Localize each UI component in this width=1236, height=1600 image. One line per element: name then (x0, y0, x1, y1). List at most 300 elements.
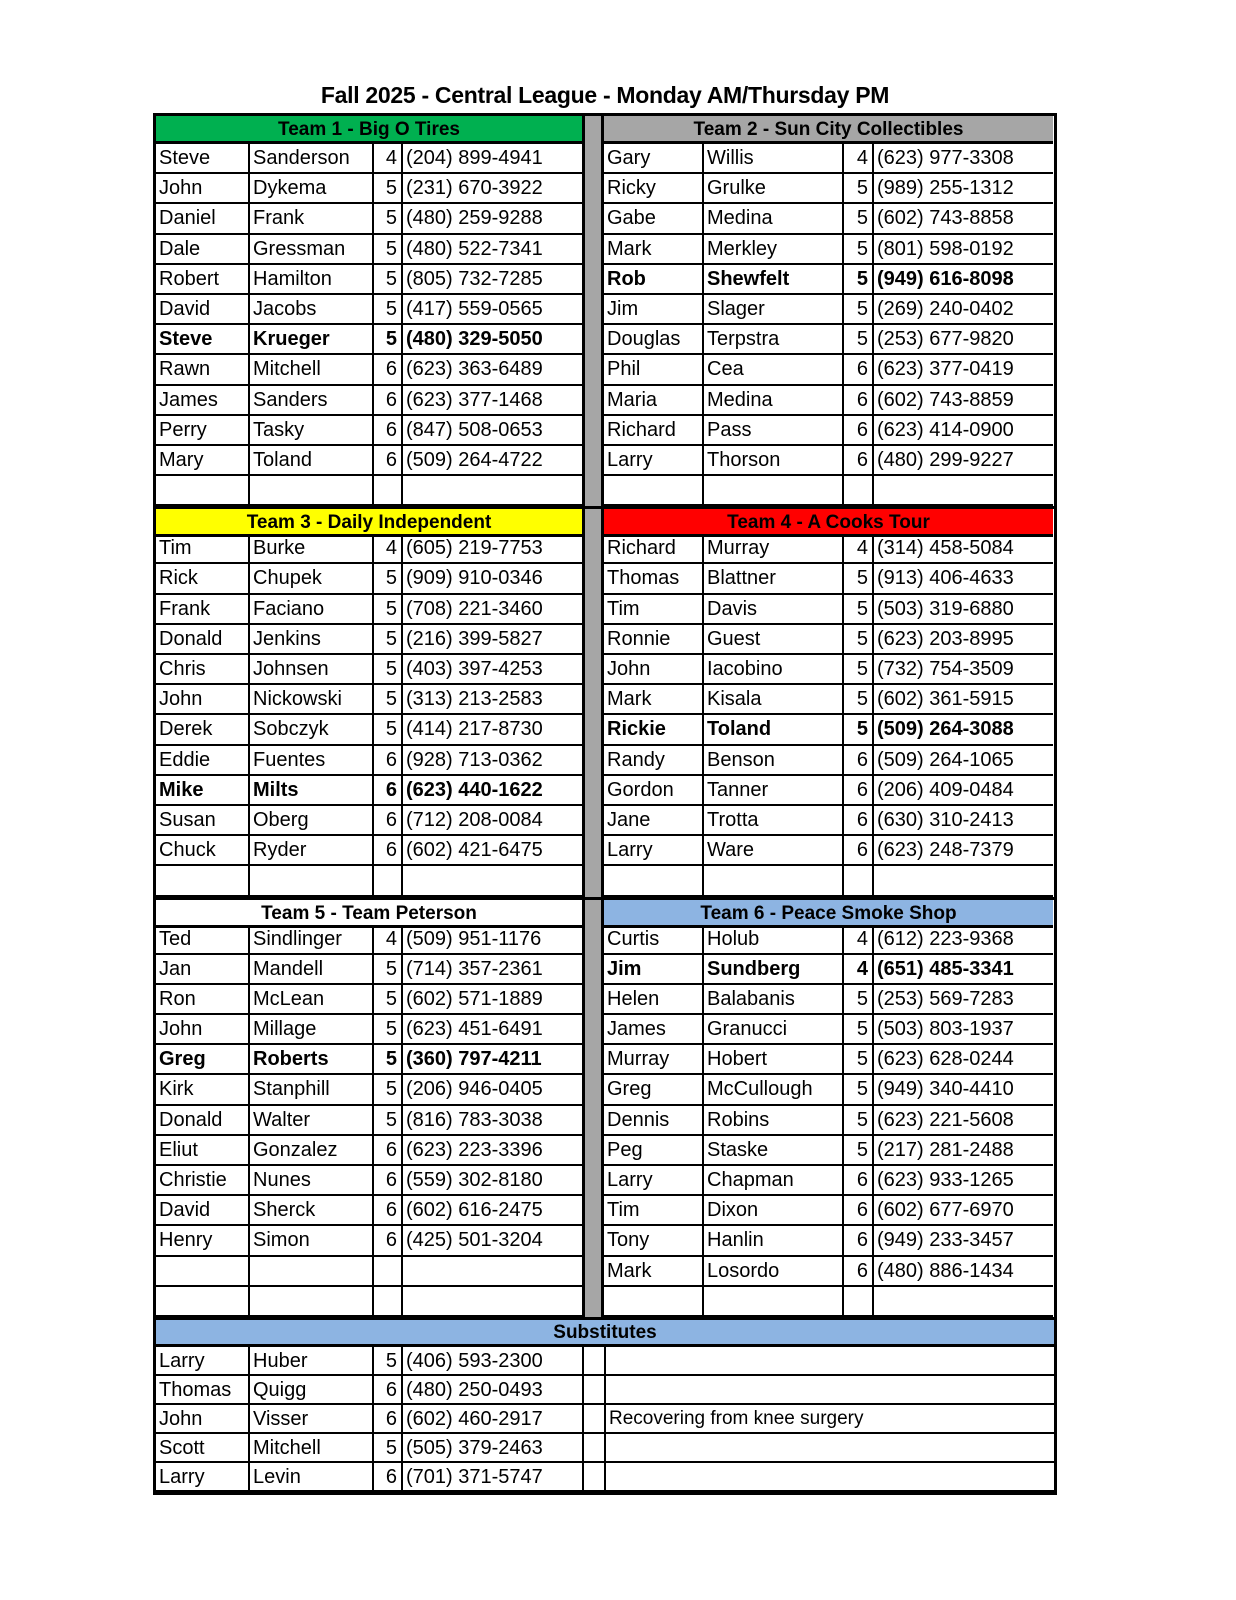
skill-level-cell: 5 (844, 1075, 874, 1105)
skill-level-cell: 5 (844, 985, 874, 1015)
skill-level-cell: 5 (844, 204, 874, 234)
team-header: Team 5 - Team Peterson (156, 900, 582, 928)
team-header: Team 4 - A Cooks Tour (604, 509, 1053, 537)
phone-cell: (602) 677-6970 (874, 1196, 1053, 1226)
last-name-cell: Iacobino (704, 655, 844, 685)
last-name-cell: Dixon (704, 1196, 844, 1226)
skill-level-cell: 6 (374, 355, 403, 385)
column-divider (582, 1106, 604, 1136)
substitute-row (156, 1347, 1054, 1376)
phone-cell: (480) 299-9227 (874, 446, 1053, 476)
last-name-cell: Quigg (250, 1376, 374, 1405)
skill-level-cell: 5 (374, 1347, 403, 1376)
first-name-cell: Chris (156, 655, 250, 685)
player-row (156, 1196, 582, 1226)
skill-level-cell: 5 (844, 564, 874, 594)
last-name-cell: Willis (704, 144, 844, 174)
phone-cell: (949) 233-3457 (874, 1226, 1053, 1256)
skill-level-cell (844, 1287, 874, 1317)
last-name-cell: Granucci (704, 1015, 844, 1045)
column-divider (582, 1226, 604, 1256)
skill-level-cell (374, 1257, 403, 1287)
column-divider (582, 265, 604, 295)
phone-cell: (602) 743-8858 (874, 204, 1053, 234)
first-name-cell: John (156, 1015, 250, 1045)
phone-cell: (805) 732-7285 (403, 265, 582, 295)
phone-cell: (913) 406-4633 (874, 564, 1053, 594)
first-name-cell (156, 1257, 250, 1287)
first-name-cell: Thomas (156, 1376, 250, 1405)
page-title: Fall 2025 - Central League - Monday AM/Thursday PM (320, 82, 890, 108)
first-name-cell (156, 1287, 250, 1317)
player-row (604, 925, 1053, 955)
skill-level-cell: 5 (844, 655, 874, 685)
first-name-cell: Derek (156, 715, 250, 745)
skill-level-cell: 6 (844, 746, 874, 776)
first-name-cell: Chuck (156, 836, 250, 866)
column-divider (582, 715, 604, 745)
phone-cell: (623) 628-0244 (874, 1045, 1053, 1075)
blank-cell (582, 1347, 606, 1376)
last-name-cell: Roberts (250, 1045, 374, 1075)
last-name-cell: Hamilton (250, 265, 374, 295)
last-name-cell: Medina (704, 386, 844, 416)
player-row (604, 1166, 1053, 1196)
phone-cell: (503) 319-6880 (874, 595, 1053, 625)
column-divider (582, 625, 604, 655)
note-cell (606, 1347, 1054, 1376)
first-name-cell: David (156, 295, 250, 325)
phone-cell: (816) 783-3038 (403, 1106, 582, 1136)
first-name-cell (156, 866, 250, 896)
player-row (604, 1045, 1053, 1075)
blank-cell (582, 1434, 606, 1463)
player-row (604, 1226, 1053, 1256)
player-row (156, 265, 582, 295)
phone-cell: (217) 281-2488 (874, 1136, 1053, 1166)
player-row (156, 595, 582, 625)
skill-level-cell: 5 (844, 1136, 874, 1166)
last-name-cell: McCullough (704, 1075, 844, 1105)
column-divider (582, 1257, 604, 1287)
player-row (156, 746, 582, 776)
phone-cell: (847) 508-0653 (403, 416, 582, 446)
phone-cell: (708) 221-3460 (403, 595, 582, 625)
column-divider (582, 534, 604, 564)
phone-cell: (206) 409-0484 (874, 776, 1053, 806)
phone-cell: (602) 616-2475 (403, 1196, 582, 1226)
column-divider (582, 416, 604, 446)
phone-cell: (605) 219-7753 (403, 534, 582, 564)
column-divider (582, 476, 604, 506)
skill-level-cell: 5 (374, 204, 403, 234)
last-name-cell: Sindlinger (250, 925, 374, 955)
first-name-cell: Tony (604, 1226, 704, 1256)
phone-cell: (623) 203-8995 (874, 625, 1053, 655)
skill-level-cell: 6 (844, 1196, 874, 1226)
last-name-cell: Merkley (704, 235, 844, 265)
player-row (604, 1106, 1053, 1136)
phone-cell: (480) 250-0493 (403, 1376, 582, 1405)
column-divider (582, 295, 604, 325)
last-name-cell: Robins (704, 1106, 844, 1136)
last-name-cell: Sundberg (704, 955, 844, 985)
last-name-cell: Holub (704, 925, 844, 955)
phone-cell: (623) 440-1622 (403, 776, 582, 806)
phone-cell: (425) 501-3204 (403, 1226, 582, 1256)
skill-level-cell: 6 (374, 776, 403, 806)
team-header: Team 3 - Daily Independent (156, 509, 582, 537)
phone-cell: (269) 240-0402 (874, 295, 1053, 325)
player-row (604, 386, 1053, 416)
phone-cell: (417) 559-0565 (403, 295, 582, 325)
player-row (156, 625, 582, 655)
column-divider (582, 204, 604, 234)
first-name-cell: John (156, 685, 250, 715)
player-row (604, 836, 1053, 866)
first-name-cell: Steve (156, 144, 250, 174)
phone-cell: (612) 223-9368 (874, 925, 1053, 955)
column-divider (582, 509, 604, 534)
note-cell: Recovering from knee surgery (606, 1405, 1054, 1434)
phone-cell: (623) 933-1265 (874, 1166, 1053, 1196)
last-name-cell: Hanlin (704, 1226, 844, 1256)
skill-level-cell: 6 (844, 1257, 874, 1287)
player-row (604, 446, 1053, 476)
skill-level-cell: 6 (844, 1166, 874, 1196)
player-row (156, 1287, 582, 1317)
skill-level-cell (374, 1287, 403, 1317)
player-row (156, 295, 582, 325)
last-name-cell: Toland (250, 446, 374, 476)
column-divider (582, 144, 604, 174)
first-name-cell: Larry (604, 1166, 704, 1196)
phone-cell: (928) 713-0362 (403, 746, 582, 776)
player-row (604, 144, 1053, 174)
skill-level-cell: 5 (844, 235, 874, 265)
skill-level-cell: 4 (374, 144, 403, 174)
phone-cell: (630) 310-2413 (874, 806, 1053, 836)
player-row (604, 685, 1053, 715)
first-name-cell: Dale (156, 235, 250, 265)
last-name-cell: Mitchell (250, 355, 374, 385)
skill-level-cell: 6 (374, 1196, 403, 1226)
column-divider (582, 836, 604, 866)
first-name-cell: Maria (604, 386, 704, 416)
column-divider (582, 866, 604, 896)
column-divider (582, 806, 604, 836)
last-name-cell: Sanderson (250, 144, 374, 174)
last-name-cell: Tasky (250, 416, 374, 446)
first-name-cell: Jim (604, 955, 704, 985)
first-name-cell: Larry (604, 836, 704, 866)
skill-level-cell: 6 (844, 446, 874, 476)
phone-cell: (480) 329-5050 (403, 325, 582, 355)
column-divider (582, 1196, 604, 1226)
phone-cell: (712) 208-0084 (403, 806, 582, 836)
substitute-row (156, 1463, 1054, 1492)
first-name-cell: Thomas (604, 564, 704, 594)
column-divider (582, 1136, 604, 1166)
skill-level-cell: 5 (374, 325, 403, 355)
last-name-cell: Ware (704, 836, 844, 866)
substitutes-header: Substitutes (156, 1317, 1054, 1347)
first-name-cell: Mark (604, 235, 704, 265)
last-name-cell: Jacobs (250, 295, 374, 325)
note-cell (606, 1434, 1054, 1463)
note-cell (606, 1463, 1054, 1492)
phone-cell: (732) 754-3509 (874, 655, 1053, 685)
first-name-cell: Rickie (604, 715, 704, 745)
player-row (604, 534, 1053, 564)
player-row (156, 776, 582, 806)
phone-cell: (623) 377-1468 (403, 386, 582, 416)
column-divider (582, 595, 604, 625)
first-name-cell: Phil (604, 355, 704, 385)
first-name-cell: Jane (604, 806, 704, 836)
first-name-cell: John (156, 1405, 250, 1434)
skill-level-cell: 5 (844, 625, 874, 655)
column-divider (582, 1166, 604, 1196)
skill-level-cell: 6 (844, 776, 874, 806)
phone-cell (874, 476, 1053, 506)
last-name-cell: Terpstra (704, 325, 844, 355)
last-name-cell: Tanner (704, 776, 844, 806)
skill-level-cell: 5 (844, 685, 874, 715)
player-row (604, 235, 1053, 265)
last-name-cell: Oberg (250, 806, 374, 836)
skill-level-cell: 5 (374, 685, 403, 715)
player-row (156, 715, 582, 745)
column-divider (582, 955, 604, 985)
last-name-cell: Gonzalez (250, 1136, 374, 1166)
skill-level-cell: 4 (374, 925, 403, 955)
skill-level-cell (844, 476, 874, 506)
phone-cell: (623) 414-0900 (874, 416, 1053, 446)
skill-level-cell: 5 (844, 595, 874, 625)
skill-level-cell (844, 866, 874, 896)
skill-level-cell: 5 (374, 174, 403, 204)
last-name-cell: Kisala (704, 685, 844, 715)
first-name-cell: Gabe (604, 204, 704, 234)
player-row (156, 446, 582, 476)
phone-cell: (406) 593-2300 (403, 1347, 582, 1376)
skill-level-cell: 5 (374, 295, 403, 325)
first-name-cell: Larry (604, 446, 704, 476)
skill-level-cell: 5 (374, 715, 403, 745)
skill-level-cell: 4 (374, 534, 403, 564)
column-divider (582, 235, 604, 265)
phone-cell: (313) 213-2583 (403, 685, 582, 715)
player-row (604, 564, 1053, 594)
last-name-cell: Fuentes (250, 746, 374, 776)
blank-cell (582, 1405, 606, 1434)
phone-cell: (414) 217-8730 (403, 715, 582, 745)
phone-cell: (623) 451-6491 (403, 1015, 582, 1045)
last-name-cell: Mitchell (250, 1434, 374, 1463)
phone-cell: (602) 460-2917 (403, 1405, 582, 1434)
column-divider (582, 985, 604, 1015)
last-name-cell: Ryder (250, 836, 374, 866)
last-name-cell: Staske (704, 1136, 844, 1166)
last-name-cell: Chupek (250, 564, 374, 594)
first-name-cell: Larry (156, 1347, 250, 1376)
first-name-cell: Gordon (604, 776, 704, 806)
phone-cell (403, 866, 582, 896)
phone-cell: (480) 259-9288 (403, 204, 582, 234)
substitute-row (156, 1434, 1054, 1463)
last-name-cell: Walter (250, 1106, 374, 1136)
skill-level-cell: 6 (844, 416, 874, 446)
last-name-cell: Dykema (250, 174, 374, 204)
phone-cell: (231) 670-3922 (403, 174, 582, 204)
last-name-cell: Stanphill (250, 1075, 374, 1105)
first-name-cell: Eliut (156, 1136, 250, 1166)
column-divider (582, 386, 604, 416)
team-header: Team 6 - Peace Smoke Shop (604, 900, 1053, 928)
skill-level-cell: 6 (374, 416, 403, 446)
player-row (604, 174, 1053, 204)
column-divider (582, 900, 604, 925)
player-row (156, 1015, 582, 1045)
first-name-cell: Frank (156, 595, 250, 625)
skill-level-cell: 5 (374, 265, 403, 295)
phone-cell: (253) 569-7283 (874, 985, 1053, 1015)
first-name-cell: Scott (156, 1434, 250, 1463)
skill-level-cell: 5 (374, 564, 403, 594)
skill-level-cell: 6 (844, 386, 874, 416)
phone-cell (874, 1287, 1053, 1317)
skill-level-cell: 6 (374, 1136, 403, 1166)
player-row (156, 386, 582, 416)
player-row (604, 265, 1053, 295)
last-name-cell: Nunes (250, 1166, 374, 1196)
first-name-cell: Ron (156, 985, 250, 1015)
first-name-cell: Christie (156, 1166, 250, 1196)
skill-level-cell: 5 (844, 1045, 874, 1075)
player-row (156, 144, 582, 174)
column-divider (582, 925, 604, 955)
phone-cell: (623) 223-3396 (403, 1136, 582, 1166)
player-row (604, 1075, 1053, 1105)
skill-level-cell: 5 (374, 1075, 403, 1105)
last-name-cell (704, 476, 844, 506)
column-divider (582, 776, 604, 806)
player-row (156, 866, 582, 896)
column-divider (582, 1045, 604, 1075)
player-row (156, 806, 582, 836)
phone-cell (874, 866, 1053, 896)
first-name-cell: Curtis (604, 925, 704, 955)
skill-level-cell: 6 (844, 1226, 874, 1256)
phone-cell: (216) 399-5827 (403, 625, 582, 655)
last-name-cell: Balabanis (704, 985, 844, 1015)
phone-cell: (206) 946-0405 (403, 1075, 582, 1105)
first-name-cell: Gary (604, 144, 704, 174)
first-name-cell: Donald (156, 1106, 250, 1136)
last-name-cell: Thorson (704, 446, 844, 476)
player-row (156, 1136, 582, 1166)
first-name-cell: Donald (156, 625, 250, 655)
last-name-cell: Toland (704, 715, 844, 745)
player-row (604, 985, 1053, 1015)
phone-cell: (505) 379-2463 (403, 1434, 582, 1463)
first-name-cell: Mark (604, 1257, 704, 1287)
skill-level-cell: 4 (844, 925, 874, 955)
last-name-cell: Gressman (250, 235, 374, 265)
first-name-cell: Tim (604, 595, 704, 625)
phone-cell: (623) 221-5608 (874, 1106, 1053, 1136)
last-name-cell: Blattner (704, 564, 844, 594)
skill-level-cell: 5 (374, 1434, 403, 1463)
last-name-cell: Losordo (704, 1257, 844, 1287)
column-divider (582, 116, 604, 144)
first-name-cell: Ricky (604, 174, 704, 204)
last-name-cell: Sherck (250, 1196, 374, 1226)
column-divider (582, 685, 604, 715)
substitute-row (156, 1376, 1054, 1405)
last-name-cell (704, 1287, 844, 1317)
column-divider (582, 1015, 604, 1045)
last-name-cell: Burke (250, 534, 374, 564)
first-name-cell: Murray (604, 1045, 704, 1075)
column-divider (582, 325, 604, 355)
substitute-row (156, 1405, 1054, 1434)
player-row (604, 806, 1053, 836)
last-name-cell: Simon (250, 1226, 374, 1256)
last-name-cell: Jenkins (250, 625, 374, 655)
last-name-cell: Sanders (250, 386, 374, 416)
phone-cell (403, 1257, 582, 1287)
phone-cell (403, 476, 582, 506)
player-row (604, 1015, 1053, 1045)
phone-cell: (623) 977-3308 (874, 144, 1053, 174)
phone-cell: (909) 910-0346 (403, 564, 582, 594)
skill-level-cell: 5 (374, 1015, 403, 1045)
phone-cell: (714) 357-2361 (403, 955, 582, 985)
first-name-cell: Richard (604, 534, 704, 564)
first-name-cell: David (156, 1196, 250, 1226)
last-name-cell: Trotta (704, 806, 844, 836)
player-row (156, 204, 582, 234)
skill-level-cell: 6 (844, 355, 874, 385)
skill-level-cell: 6 (374, 1463, 403, 1492)
skill-level-cell: 5 (374, 595, 403, 625)
last-name-cell: Guest (704, 625, 844, 655)
skill-level-cell: 5 (844, 265, 874, 295)
last-name-cell: Visser (250, 1405, 374, 1434)
player-row (604, 955, 1053, 985)
skill-level-cell: 4 (844, 144, 874, 174)
first-name-cell: Kirk (156, 1075, 250, 1105)
skill-level-cell: 6 (374, 1376, 403, 1405)
note-cell (606, 1376, 1054, 1405)
player-row (156, 985, 582, 1015)
first-name-cell: Rawn (156, 355, 250, 385)
phone-cell: (949) 340-4410 (874, 1075, 1053, 1105)
player-row (156, 1106, 582, 1136)
phone-cell: (403) 397-4253 (403, 655, 582, 685)
first-name-cell (156, 476, 250, 506)
player-row (156, 1045, 582, 1075)
phone-cell: (651) 485-3341 (874, 955, 1053, 985)
last-name-cell: Chapman (704, 1166, 844, 1196)
first-name-cell: John (156, 174, 250, 204)
skill-level-cell: 4 (844, 534, 874, 564)
player-row (156, 235, 582, 265)
player-row (604, 1287, 1053, 1317)
first-name-cell: Jim (604, 295, 704, 325)
